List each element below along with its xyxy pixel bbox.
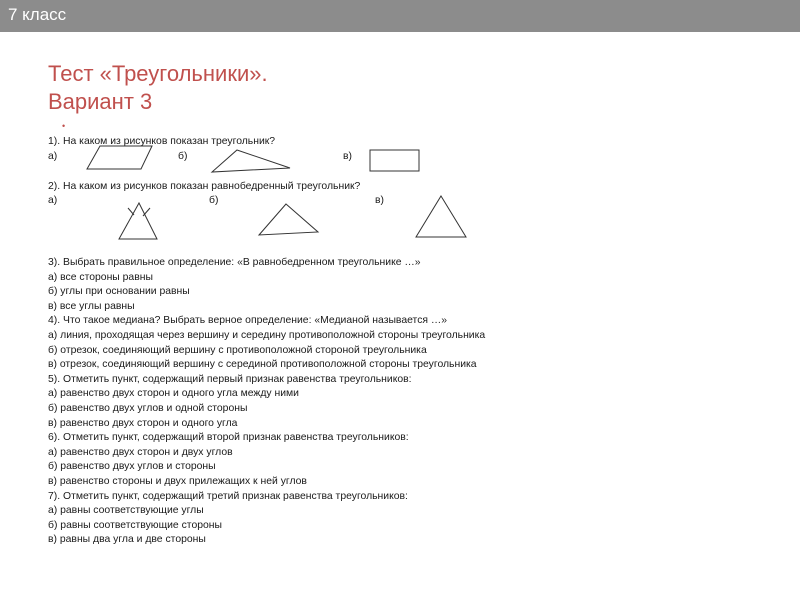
title-line-1: Тест «Треугольники».	[48, 61, 268, 86]
list-item: а) равны соответствующие углы	[48, 505, 204, 517]
list-item: б) равенство двух углов и одной стороны	[48, 402, 248, 414]
list-item: в) равенство двух сторон и одного угла	[48, 417, 238, 429]
q2-option-c: в)	[375, 195, 384, 206]
grade-label: 7 класс	[8, 5, 67, 24]
list-item: а) равенство двух сторон и одного угла между ними	[48, 388, 299, 400]
title-line-2: Вариант 3	[48, 89, 153, 114]
equilateral-triangle-figure	[416, 196, 466, 237]
q1-option-b: б)	[178, 151, 188, 162]
questions-list	[48, 256, 485, 548]
question-1: 1). На каком из рисунков показан треугольник?	[48, 136, 276, 147]
list-item: 7). Отметить пункт, содержащий третий признак равенства треугольников:	[48, 490, 408, 502]
q1-option-a: а)	[48, 151, 58, 162]
list-item: а) линия, проходящая через вершину и середину противоположной стороны треугольника	[48, 329, 486, 341]
isosceles-triangle-figure	[119, 203, 157, 239]
q2-option-a: а)	[48, 195, 58, 206]
list-item: б) отрезок, соединяющий вершину с противоположной стороной треугольника	[48, 344, 427, 356]
bullet-mark: •	[62, 121, 66, 131]
list-item: б) равенство двух углов и стороны	[48, 461, 216, 473]
list-item: б) равны соответствующие стороны	[48, 519, 222, 531]
list-item: в) равенство стороны и двух прилежащих к ней углов	[48, 475, 307, 487]
list-item: 5). Отметить пункт, содержащий первый признак равенства треугольников:	[48, 373, 412, 385]
list-item: а) равенство двух сторон и двух углов	[48, 446, 233, 458]
q1-option-c: в)	[343, 151, 352, 162]
list-item: 4). Что такое медиана? Выбрать верное определение: «Медианой называется …»	[48, 315, 448, 327]
list-item: 6). Отметить пункт, содержащий второй признак равенства треугольников:	[48, 432, 409, 444]
list-item: в) равны два угла и две стороны	[48, 534, 206, 546]
list-item: а) все стороны равны	[48, 271, 153, 283]
question-2: 2). На каком из рисунков показан равнобедренный треугольник?	[48, 181, 361, 192]
scalene-triangle-figure	[259, 204, 318, 235]
list-item: 3). Выбрать правильное определение: «В равнобедренном треугольнике …»	[48, 257, 421, 268]
list-item: в) все углы равны	[48, 300, 135, 312]
list-item: б) углы при основании равны	[48, 286, 190, 298]
list-item: в) отрезок, соединяющий вершину с серединой противоположной стороны треугольника	[48, 359, 477, 371]
q2-option-b: б)	[209, 195, 219, 206]
